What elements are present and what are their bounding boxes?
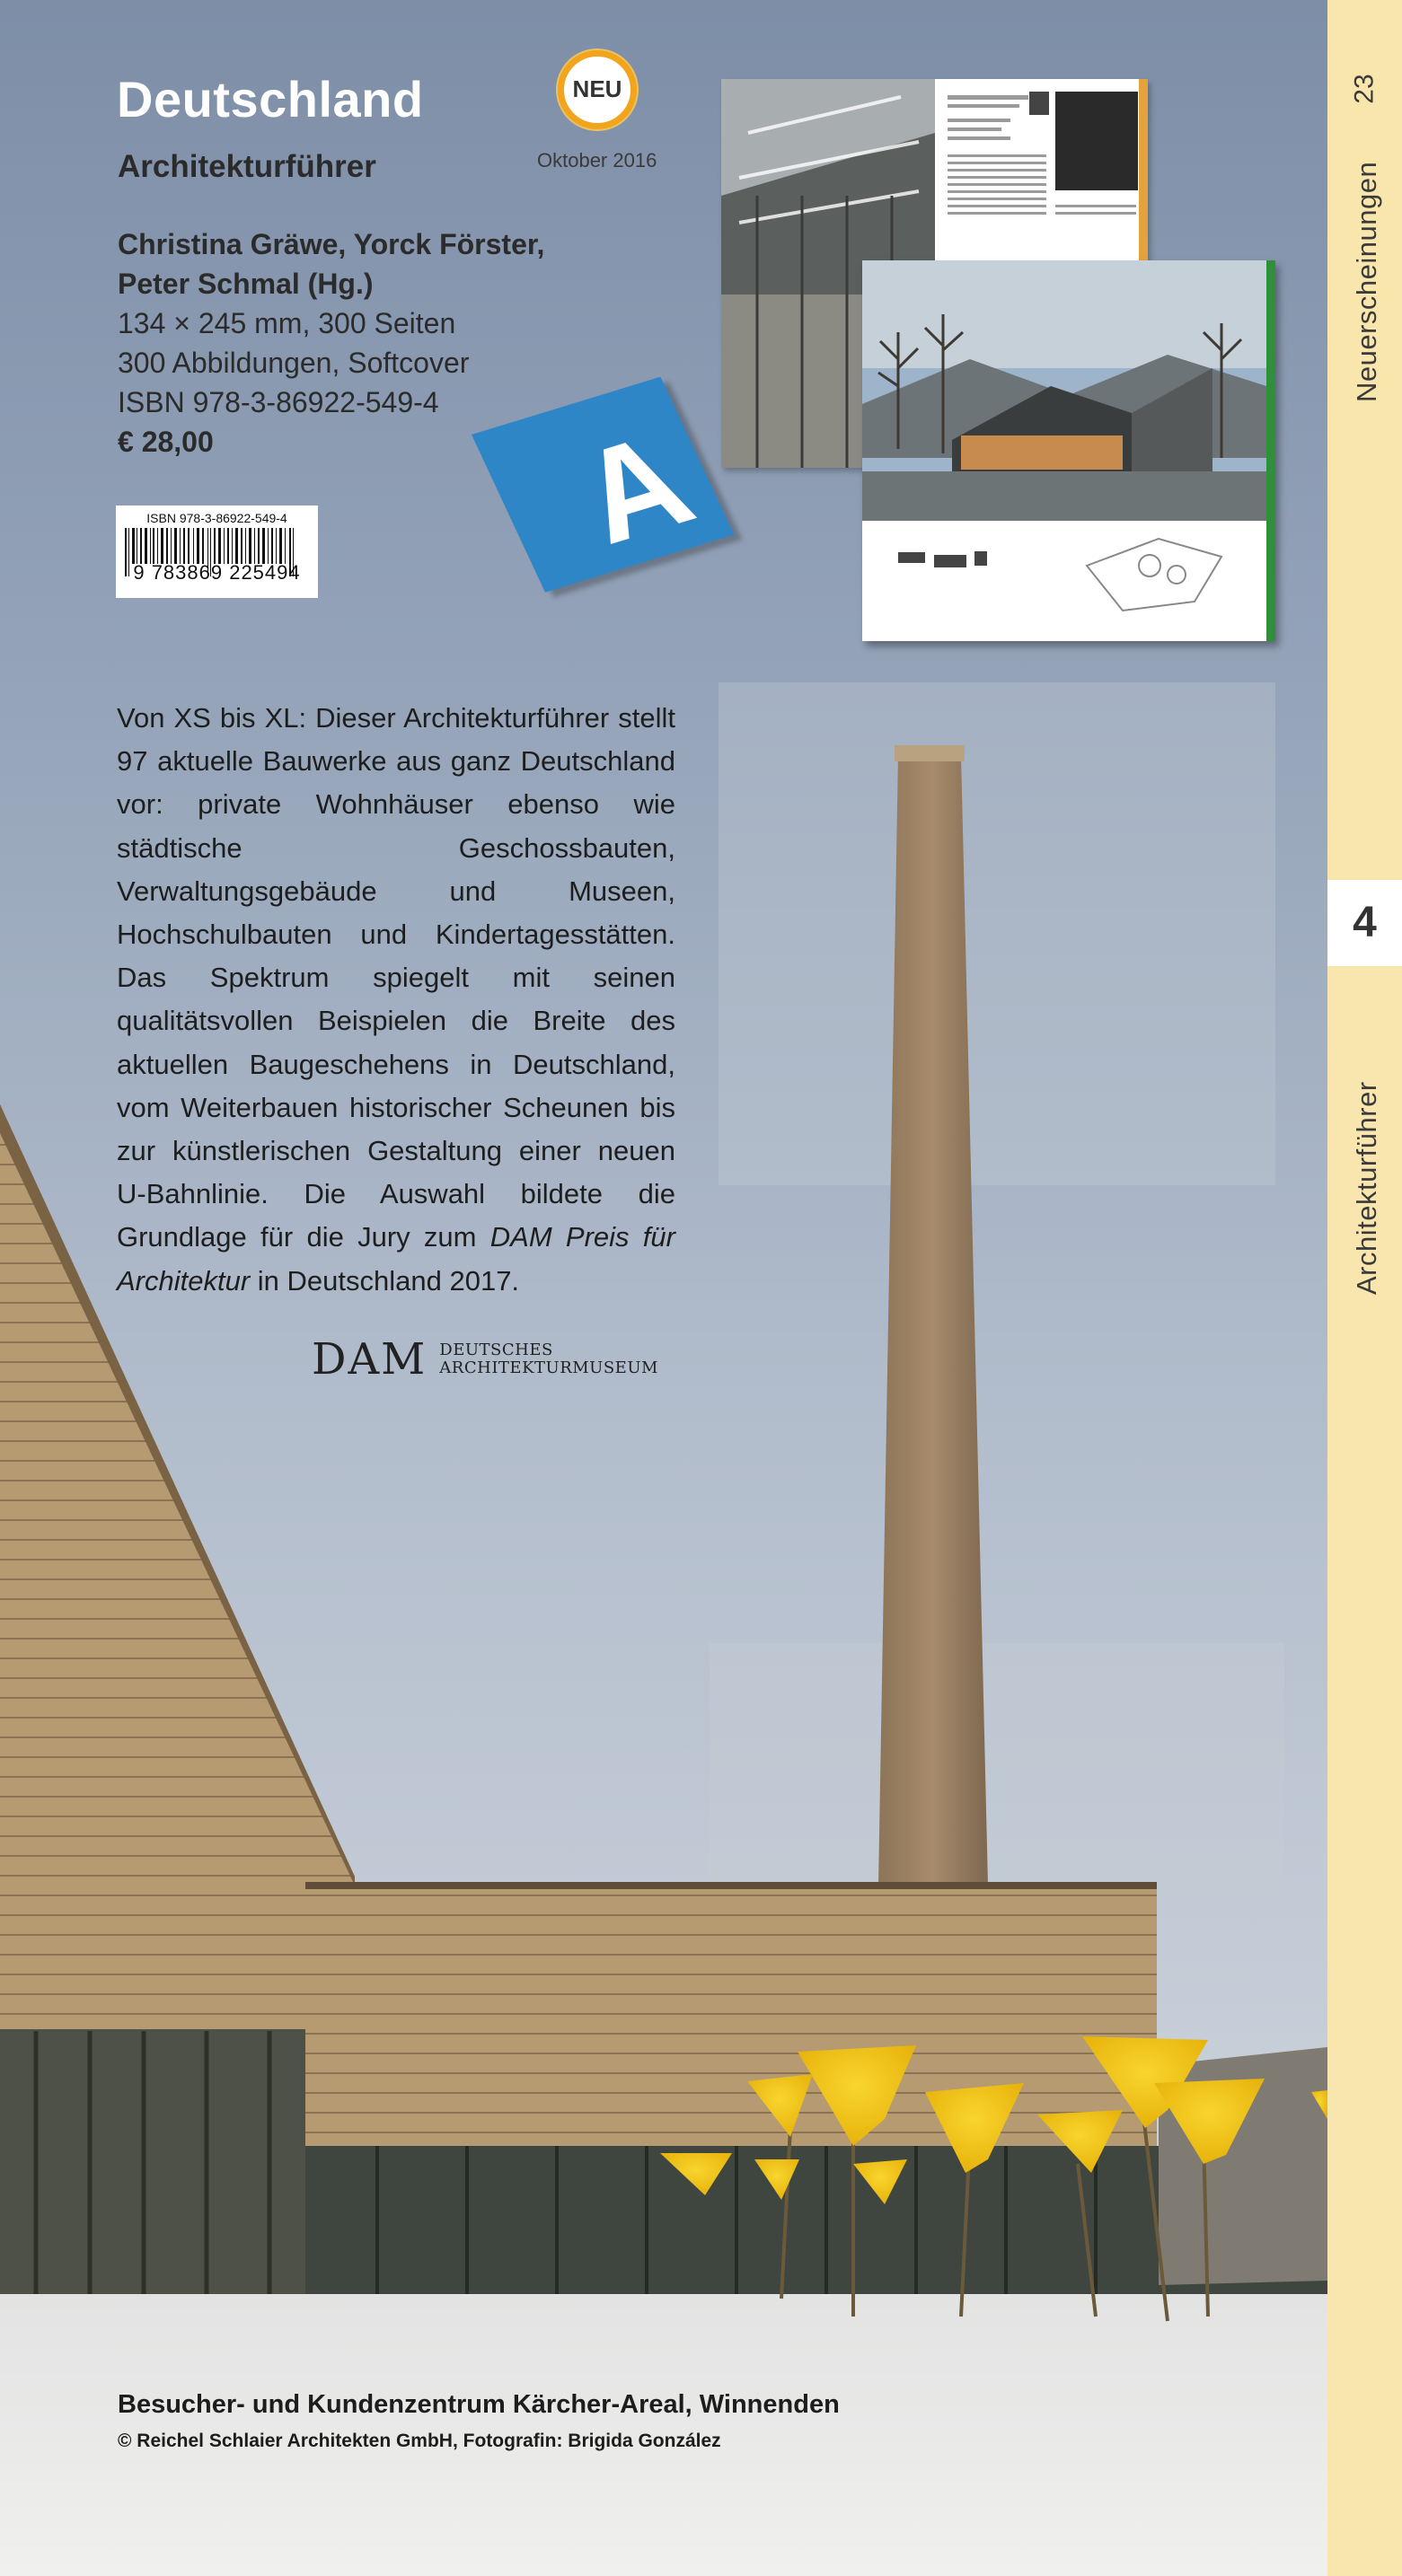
sidebar-section-label: Neuerscheinungen bbox=[1351, 161, 1382, 402]
book-isbn: ISBN 978-3-86922-549-4 bbox=[118, 386, 439, 418]
dam-logo-subtitle bbox=[439, 1341, 658, 1377]
barcode-digits: 9 783869 225494 bbox=[133, 561, 301, 584]
section-sidebar bbox=[1327, 0, 1402, 2576]
page-title: Deutschland bbox=[117, 71, 424, 127]
isbn-barcode bbox=[116, 506, 318, 598]
book-metadata bbox=[118, 224, 544, 462]
barcode-isbn-text: ISBN 978-3-86922-549-4 bbox=[146, 511, 287, 525]
description-text: Von XS bis XL: Dieser Architekturführer stellt 97 aktuelle Bauwerke aus ganz Deutschland vor: private Wohnhäuser ebenso wie städtische Geschossbauten, Verwaltungsgebäude und Museen, Hochschulbauten und Kindertagesstätten. Das Spektrum spiegelt mit seinen qualitätsvollen Beispielen die Breite des aktuellen Baugeschehens in Deutschland, vom Weiterbauen historischer Scheunen bis zur künstlerischen Gestaltung einer neuen U-Bahnlinie. Die Auswahl bildete die Grundlage für die Jury zum bbox=[117, 702, 675, 1253]
page-number: 23 bbox=[1349, 74, 1380, 104]
sidebar-active-tab[interactable]: 4 bbox=[1327, 880, 1402, 966]
book-illustrations: 300 Abbildungen, Softcover bbox=[118, 347, 470, 379]
book-spread-preview-front bbox=[862, 260, 1275, 641]
book-format: 134 × 245 mm, 300 Seiten bbox=[118, 307, 456, 339]
photo-caption: Besucher- und Kundenzentrum Kärcher-Areal, Winnenden bbox=[118, 2390, 840, 2419]
publication-date: Oktober 2016 bbox=[537, 149, 657, 171]
dam-logo bbox=[312, 1334, 658, 1385]
cover-letter: A bbox=[555, 404, 713, 572]
authors-line-1: Christina Gräwe, Yorck Förster, bbox=[118, 228, 545, 260]
dam-logo-line-1: DEUTSCHES bbox=[439, 1341, 553, 1359]
new-badge: NEU bbox=[558, 50, 637, 129]
spread-illustration bbox=[862, 260, 1275, 641]
sidebar-category-label: Architekturführer bbox=[1351, 1081, 1382, 1295]
dam-logo-letters: DAM bbox=[312, 1334, 428, 1385]
book-description bbox=[117, 697, 675, 1303]
authors-line-2: Peter Schmal (Hg.) bbox=[118, 268, 374, 300]
description-award: DAM Preis für Architektur bbox=[117, 1221, 675, 1297]
photo-credit: © Reichel Schlaier Architekten GmbH, Fotografin: Brigida González bbox=[118, 2431, 721, 2451]
description-tail: in Deutschland 2017. bbox=[250, 1264, 520, 1297]
sidebar-section-tab[interactable] bbox=[1327, 0, 1402, 875]
page-subtitle: Architekturführer bbox=[118, 149, 376, 184]
book-price: € 28,00 bbox=[118, 426, 214, 458]
dam-logo-line-2: ARCHITEKTURMUSEUM bbox=[439, 1358, 658, 1377]
